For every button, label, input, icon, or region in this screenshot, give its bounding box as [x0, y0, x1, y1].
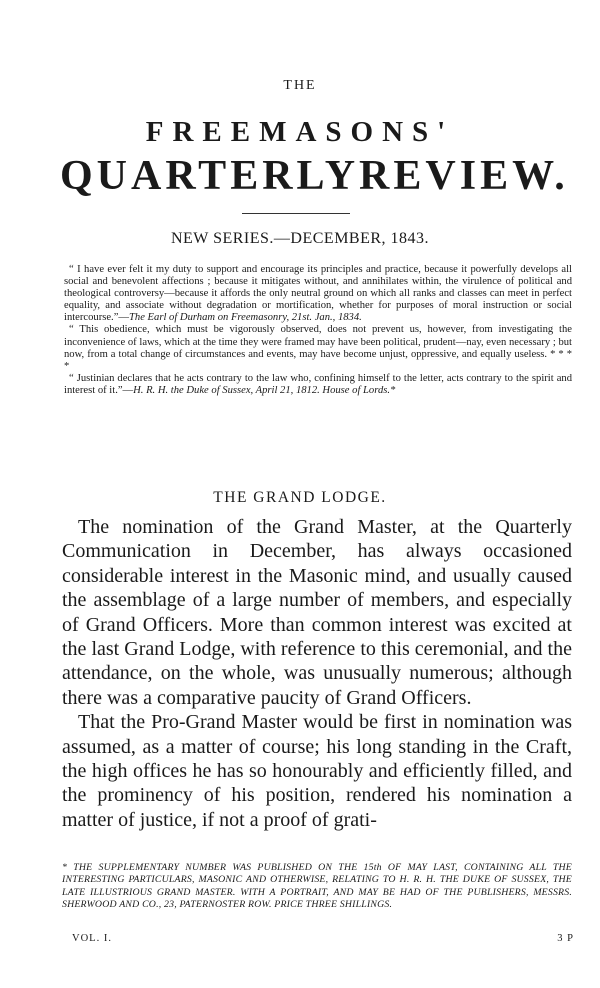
epigraph-source-sussex: H. R. H. the Duke of Sussex, April 21, 1812. House of Lords.*: [133, 384, 396, 396]
footnote: * THE SUPPLEMENTARY NUMBER WAS PUBLISHED ON THE 15th OF MAY LAST, CONTAINING ALL THE INTERESTING PARTICULARS, MASONIC AND OTHERWISE, RELATING TO H. R. H. THE DUKE OF SUSSEX, THE LATE ILLUSTRIOUS GRAND MASTER. WITH A PORTRAIT, AND MAY BE HAD OF THE PUBLISHERS, MESSRS. SHERWOOD AND CO., 23, PATERNOSTER ROW. PRICE THREE SHILLINGS.: [62, 862, 572, 911]
signature-mark: 3 P: [557, 933, 574, 944]
page-footer: [72, 933, 574, 944]
epigraph-quote-durham: “ I have ever felt it my duty to support and encourage its principles and practice, because it powerfully develops all social and benevolent affections ; because it mitigates without, and annihilates within, the virulence of political and theological controversy—because it affords the only neutral ground on which all ranks and classes can meet in perfect equality, and associate without degradation or mortification, whether for purposes of moral instruction or social intercourse.”—The Earl of Durham on Freemasonry, 21st. Jan., 1834.: [64, 264, 572, 324]
body-paragraph-1: The nomination of the Grand Master, at the Quarterly Communication in December, has always occasioned considerable interest in the Masonic mind, and usually caused the assemblage of a large number of members, and especially of Grand Officers. More than common interest was excited at the last Grand Lodge, with reference to this ceremonial, and the attendance, on the whole, was unusually numerous; although there was a comparative paucity of Grand Officers.: [62, 516, 572, 709]
epigraph-quote-obedience: “ This obedience, which must be vigorously observed, does not prevent us, however, from investigating the inconvenience of laws, which at the time they were framed may have been political, prudent—nay, even necessary ; but now, from a total change of circumstances and events, may have become unjust, oppressive, and equally useless. * * * *: [64, 324, 572, 372]
epigraph-quote-justinian: “ Justinian declares that he acts contrary to the law who, confining himself to the letter, acts contrary to the spirit and interest of it.”—H. R. H. the Duke of Sussex, April 21, 1812. House of Lords.*: [64, 372, 572, 396]
masthead-freemasons: FREEMASONS': [145, 116, 455, 148]
volume-label: VOL. I.: [72, 933, 112, 944]
title-rule: [242, 213, 350, 214]
masthead-quarterly-review: [60, 152, 568, 200]
article-body: [62, 515, 572, 832]
body-paragraph-2: That the Pro-Grand Master would be first in nomination was assumed, as a matter of course; his long standing in the Craft, the high offices he has so honourably and efficiently filled, and the prominency of his position, rendered his nomination a matter of justice, if not a proof of grati-: [62, 711, 572, 831]
masthead-the: THE: [283, 78, 317, 93]
section-heading: THE GRAND LODGE.: [213, 489, 387, 506]
masthead-review: REVIEW.: [359, 153, 569, 199]
epigraph: [64, 264, 572, 397]
series-line: NEW SERIES.—DECEMBER, 1843.: [170, 230, 430, 247]
masthead-quarterly: QUARTERLY: [60, 153, 360, 199]
epigraph-source-durham: The Earl of Durham on Freemasonry, 21st. Jan., 1834.: [129, 312, 362, 324]
